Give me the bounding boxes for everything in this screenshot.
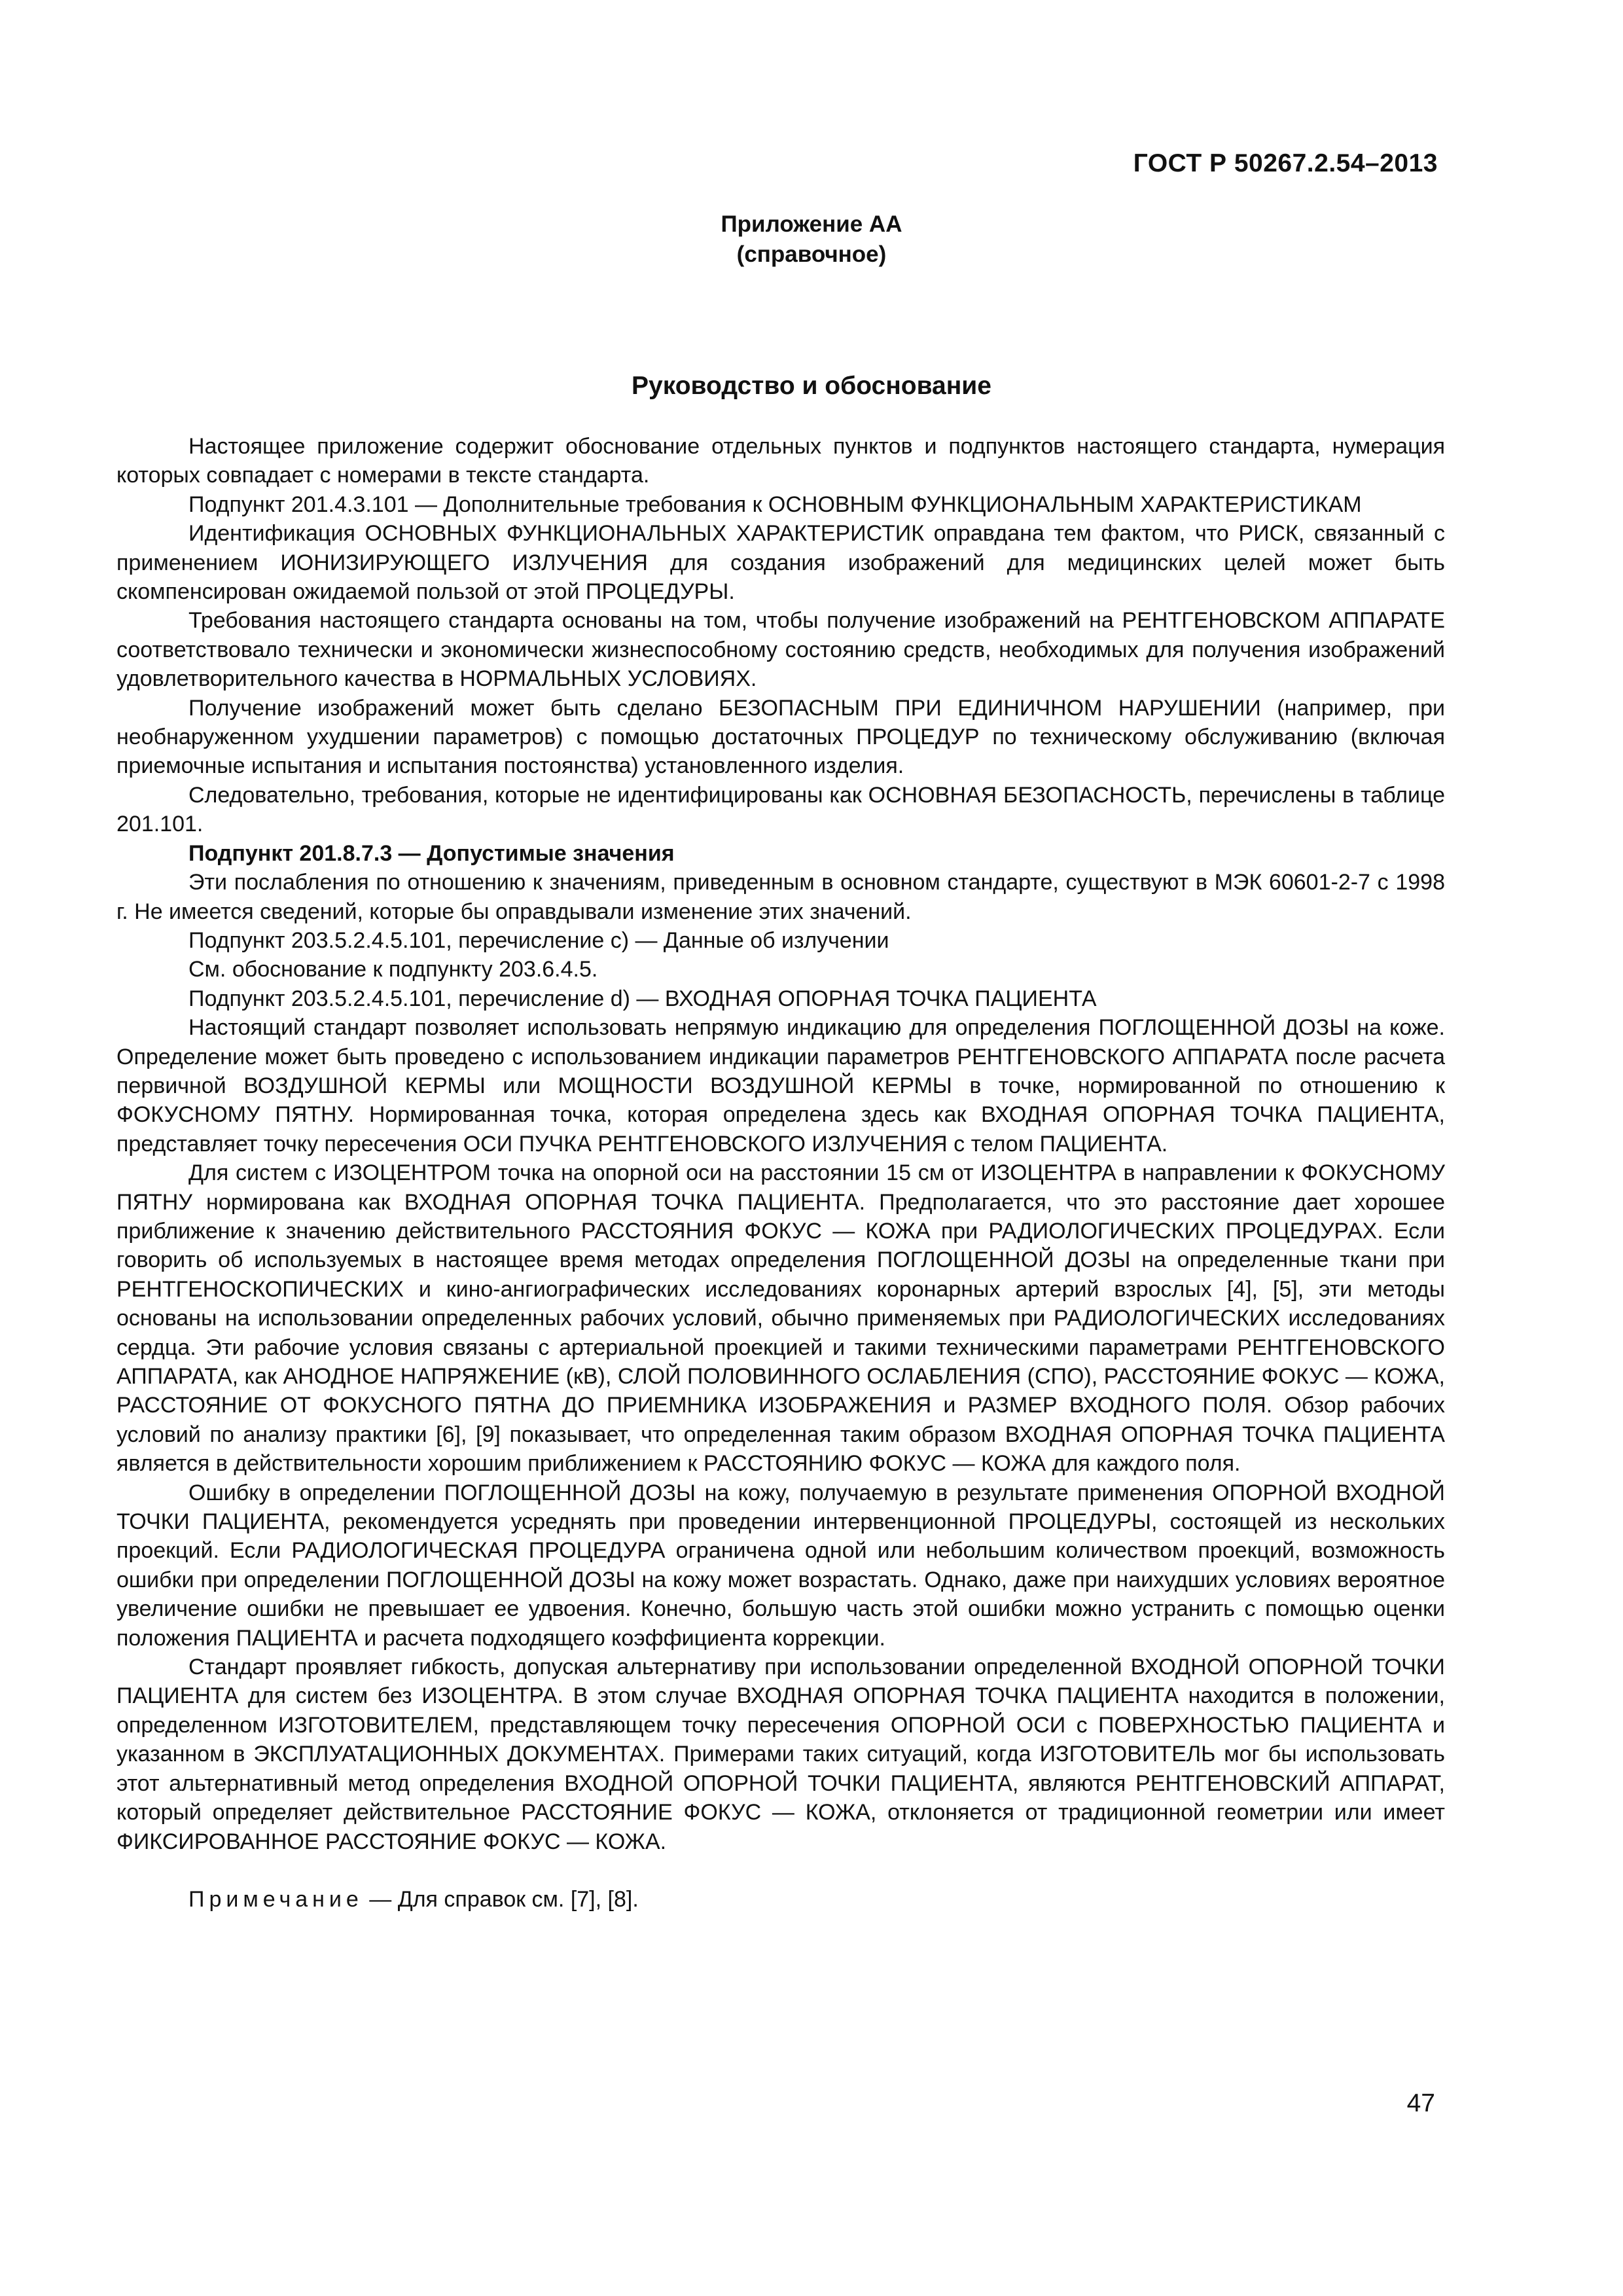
paragraph: Идентификация ОСНОВНЫХ ФУНКЦИОНАЛЬНЫХ ХАРАКТЕРИСТИК оправдана тем фактом, что РИСК, связанный с применением ИОНИЗИРУЮЩЕГО ИЗЛУЧЕНИЯ для создания изображений для медицинских целей может быть скомпенсирован ожидаемой пользой от этой ПРОЦЕДУРЫ. — [116, 521, 1445, 605]
paragraph: Следовательно, требования, которые не идентифицированы как ОСНОВНАЯ БЕЗОПАСНОСТЬ, перечислены в таблице 201.101. — [116, 782, 1445, 837]
paragraph: Ошибку в определении ПОГЛОЩЕННОЙ ДОЗЫ на кожу, получаемую в результате применения ОПОРНОЙ ВХОДНОЙ ТОЧКИ ПАЦИЕНТА, рекомендуется усреднять при проведении интервенционной ПРОЦЕДУРЫ, состоящей из нескольких проекций. Если РАДИОЛОГИЧЕСКАЯ ПРОЦЕДУРА ограничена одной или небольшим количеством проекций, возможность ошибки при определении ПОГЛОЩЕННОЙ ДОЗЫ на кожу может возрастать. Однако, даже при наихудших условиях вероятное увеличение ошибки не превышает ее удвоения. Конечно, большую часть этой ошибки можно устранить с помощью оценки положения ПАЦИЕНТА и расчета подходящего коэффициента коррекции. — [116, 1480, 1445, 1651]
section-title: Руководство и обоснование — [632, 372, 991, 400]
document-code: ГОСТ Р 50267.2.54–2013 — [1133, 149, 1438, 177]
annex-type: (справочное) — [736, 242, 887, 267]
paragraph: Подпункт 203.5.2.4.5.101, перечисление d) — ВХОДНАЯ ОПОРНАЯ ТОЧКА ПАЦИЕНТА — [188, 986, 1097, 1011]
page-number: 47 — [1406, 2089, 1435, 2117]
note — [116, 1885, 1445, 1914]
annex-label: Приложение АА — [721, 211, 902, 237]
paragraph: Настоящий стандарт позволяет использовать непрямую индикацию для определения ПОГЛОЩЕННОЙ ДОЗЫ на коже. Определение может быть проведено с использованием индикации параметров РЕНТГЕНОВСКОГО АППАРАТА после расчета первичной ВОЗДУШНОЙ КЕРМЫ или МОЩНОСТИ ВОЗДУШНОЙ КЕРМЫ в точке, нормированной по отношению к ФОКУСНОМУ ПЯТНУ. Нормированная точка, которая определена здесь как ВХОДНАЯ ОПОРНАЯ ТОЧКА ПАЦИЕНТА, представляет точку пересечения ОСИ ПУЧКА РЕНТГЕНОВСКОГО ИЗЛУЧЕНИЯ с телом ПАЦИЕНТА. — [116, 1015, 1445, 1157]
paragraph: Стандарт проявляет гибкость, допуская альтернативу при использовании определенной ВХОДНОЙ ОПОРНОЙ ТОЧКИ ПАЦИЕНТА для систем без ИЗОЦЕНТРА. В этом случае ВХОДНАЯ ОПОРНАЯ ТОЧКА ПАЦИЕНТА находится в положении, определенном ИЗГОТОВИТЕЛЕМ, представляющем точку пересечения ОПОРНОЙ ОСИ с ПОВЕРХНОСТЬЮ ПАЦИЕНТА и указанном в ЭКСПЛУАТАЦИОННЫХ ДОКУМЕНТАХ. Примерами таких ситуаций, когда ИЗГОТОВИТЕЛЬ мог бы использовать этот альтернативный метод определения ВХОДНОЙ ОПОРНОЙ ТОЧКИ ПАЦИЕНТА, являются РЕНТГЕНОВСКИЙ АППАРАТ, который определяет действительное РАССТОЯНИЕ ФОКУС — КОЖА, отклоняется от традиционной геометрии или имеет ФИКСИРОВАННОЕ РАССТОЯНИЕ ФОКУС — КОЖА. — [116, 1655, 1445, 1854]
annex-heading — [0, 209, 1623, 270]
paragraph: Для систем с ИЗОЦЕНТРОМ точка на опорной оси на расстоянии 15 см от ИЗОЦЕНТРА в направлении к ФОКУСНОМУ ПЯТНУ нормирована как ВХОДНАЯ ОПОРНАЯ ТОЧКА ПАЦИЕНТА. Предполагается, что это расстояние дает хорошее приближение к значению действительного РАССТОЯНИЯ ФОКУС — КОЖА при РАДИОЛОГИЧЕСКИХ ПРОЦЕДУРАХ. Если говорить об используемых в настоящее время методах определения ПОГЛОЩЕННОЙ ДОЗЫ на определенные ткани при РЕНТГЕНОСКОПИЧЕСКИХ и кино-ангиографических исследованиях коронарных артерий взрослых [4], [5], эти методы основаны на использовании определенных рабочих условий, обычно применяемых при РАДИОЛОГИЧЕСКИХ исследованиях сердца. Эти рабочие условия связаны с артериальной проекцией и такими техническими параметрами РЕНТГЕНОВСКОГО АППАРАТА, как АНОДНОЕ НАПРЯЖЕНИЕ (кВ), СЛОЙ ПОЛОВИННОГО ОСЛАБЛЕНИЯ (СПО), РАССТОЯНИЕ ФОКУС — КОЖА, РАССТОЯНИЕ ОТ ФОКУСНОГО ПЯТНА ДО ПРИЕМНИКА ИЗОБРАЖЕНИЯ и РАЗМЕР ВХОДНОГО ПОЛЯ. Обзор рабочих условий по анализу практики [6], [9] показывает, что определенная таким образом ВХОДНАЯ ОПОРНАЯ ТОЧКА ПАЦИЕНТА является в действительности хорошим приближением к РАССТОЯНИЮ ФОКУС — КОЖА для каждого поля. — [116, 1160, 1445, 1477]
paragraph: Подпункт 201.4.3.101 — Дополнительные требования к ОСНОВНЫМ ФУНКЦИОНАЛЬНЫМ ХАРАКТЕРИСТИКАМ — [188, 492, 1362, 517]
subclause-heading: Подпункт 201.8.7.3 — Допустимые значения — [188, 840, 675, 866]
paragraph: Требования настоящего стандарта основаны на том, чтобы получение изображений на РЕНТГЕНОВСКОМ АППАРАТЕ соответствовало технически и экономически жизнеспособному состоянию средств, необходимых для получения изображений удовлетворительного качества в НОРМАЛЬНЫХ УСЛОВИЯХ. — [116, 608, 1445, 692]
paragraph: Настоящее приложение содержит обоснование отдельных пунктов и подпунктов настоящего стандарта, нумерация которых совпадает с номерами в тексте стандарта. — [116, 434, 1445, 488]
note-text: — Для справок см. [7], [8]. — [363, 1886, 639, 1912]
paragraph: Эти послабления по отношению к значениям, приведенным в основном стандарте, существуют в МЭК 60601-2-7 с 1998 г. Не имеется сведений, которые бы оправдывали изменение этих значений. — [116, 870, 1445, 924]
paragraph: См. обоснование к подпункту 203.6.4.5. — [188, 957, 598, 982]
note-label: Примечание — [188, 1886, 363, 1912]
document-body — [116, 432, 1445, 1914]
paragraph: Подпункт 203.5.2.4.5.101, перечисление с) — Данные об излучении — [188, 927, 889, 953]
paragraph: Получение изображений может быть сделано БЕЗОПАСНЫМ ПРИ ЕДИНИЧНОМ НАРУШЕНИИ (например, при необнаруженном ухудшении параметров) с помощью достаточных ПРОЦЕДУР по техническому обслуживанию (включая приемочные испытания и испытания постоянства) установленного изделия. — [116, 695, 1445, 779]
